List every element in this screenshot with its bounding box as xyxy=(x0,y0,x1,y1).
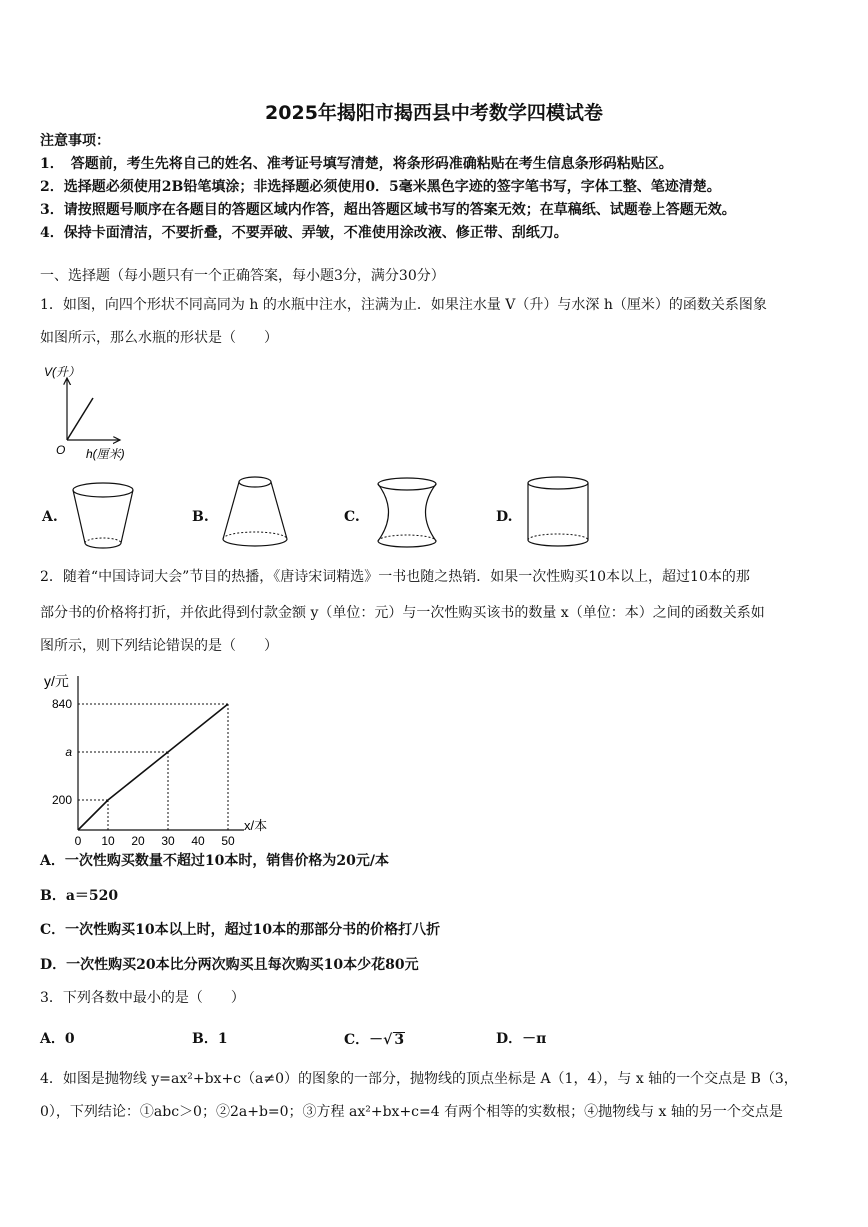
q2-option: B．a＝520 xyxy=(40,888,119,904)
q3-option-a: A．0 xyxy=(40,1031,75,1047)
q4-stem-line1: 4．如图是抛物线 y=ax²+bx+c（a≠0）的图象的一部分，抛物线的顶点坐标是 A（1，4），与 x 轴的一个交点是 B（3， xyxy=(40,1071,798,1087)
q1-graph-line xyxy=(67,398,93,440)
q2-y-tick-label: 840 xyxy=(51,697,72,711)
q4-stem-line2: 0），下列结论：①abc＞0；②2a+b=0；③方程 ax²+bx+c=4 有两个相等的实数根；④抛物线与 x 轴的另一个交点是 xyxy=(40,1104,783,1120)
q1-origin: O xyxy=(56,443,66,457)
q1-option-label: D. xyxy=(496,509,513,525)
q2-x-tick-label: 30 xyxy=(161,834,175,848)
q2-option: A．一次性购买数量不超过10本时，销售价格为20元/本 xyxy=(40,853,389,869)
q3-option-c: C．－√ 3 xyxy=(344,1032,405,1048)
q2-x-tick-label: 0 xyxy=(74,834,82,848)
q2-stem-line1: 2．随着“中国诗词大会”节目的热播，《唐诗宋词精选》一书也随之热销．如果一次性购买10本以上，超过10本的那 xyxy=(40,569,750,585)
notice-item: 2．选择题必须使用2B铅笔填涂；非选择题必须使用0．5毫米黑色字迹的签字笔书写，字体工整、笔迹清楚。 xyxy=(40,179,721,195)
q2-x-tick-label: 50 xyxy=(221,834,235,848)
q1-ylabel: V(升） xyxy=(44,365,81,379)
notice-item: 4．保持卡面清洁，不要折叠，不要弄破、弄皱，不准使用涂改液、修正带、刮纸刀。 xyxy=(40,225,568,241)
notice-item: 1． 答题前，考生先将自己的姓名、准考证号填写清楚，将条形码准确粘贴在考生信息条形码粘贴区。 xyxy=(40,156,673,172)
q3-option-d: D．－π xyxy=(496,1031,547,1047)
q1-option-label: A. xyxy=(42,509,58,525)
bottle-a-image xyxy=(72,480,142,552)
bottle-c-image xyxy=(375,476,445,551)
q1-option-label: B. xyxy=(192,509,209,525)
q2-y-tick-label: 200 xyxy=(51,793,72,807)
q2-option: C．一次性购买10本以上时，超过10本的那部分书的价格打八折 xyxy=(40,922,441,938)
page-title: 2025年揭阳市揭西县中考数学四模试卷 xyxy=(265,102,603,124)
q2-x-tick-label: 10 xyxy=(101,834,115,848)
q2-ylabel: y/元 xyxy=(44,673,69,689)
q3-option-b: B．1 xyxy=(192,1031,228,1047)
q3-stem: 3．下列各数中最小的是（ ） xyxy=(40,990,245,1006)
q2-x-tick-label: 20 xyxy=(131,834,145,848)
q2-stem-line3: 图所示，则下列结论错误的是（ ） xyxy=(40,638,278,654)
q2-x-tick-label: 40 xyxy=(191,834,205,848)
q1-xlabel: h(厘米) xyxy=(86,447,125,461)
section-heading: 一、选择题（每小题只有一个正确答案，每小题3分，满分30分） xyxy=(40,268,445,284)
q1-graph xyxy=(40,360,170,460)
q1-stem-line2: 如图所示，那么水瓶的形状是（ ） xyxy=(40,330,278,346)
q2-chart xyxy=(40,664,300,848)
q1-option-label: C. xyxy=(344,509,360,525)
notice-heading: 注意事项： xyxy=(40,133,110,149)
q2-xlabel: x/本 xyxy=(244,818,268,833)
q2-option: D．一次性购买20本比分两次购买且每次购买10本少花80元 xyxy=(40,957,419,973)
notice-item: 3．请按照题号顺序在各题目的答题区域内作答，超出答题区域书写的答案无效；在草稿纸、试题卷上答题无效。 xyxy=(40,202,736,218)
q2-stem-line2: 部分书的价格将打折，并依此得到付款金额 y（单位：元）与一次性购买该书的数量 x（单位：本）之间的函数关系如 xyxy=(40,605,765,621)
bottle-b-image xyxy=(220,474,295,546)
bottle-d-image xyxy=(527,474,597,549)
sqrt-radicand: 3 xyxy=(394,1032,405,1048)
q2-y-tick-label: a xyxy=(65,745,72,759)
q2-series-line xyxy=(78,704,228,830)
q1-stem-line1: 1．如图，向四个形状不同高同为 h 的水瓶中注水，注满为止．如果注水量 V（升）与水深 h（厘米）的函数关系图象 xyxy=(40,297,767,313)
